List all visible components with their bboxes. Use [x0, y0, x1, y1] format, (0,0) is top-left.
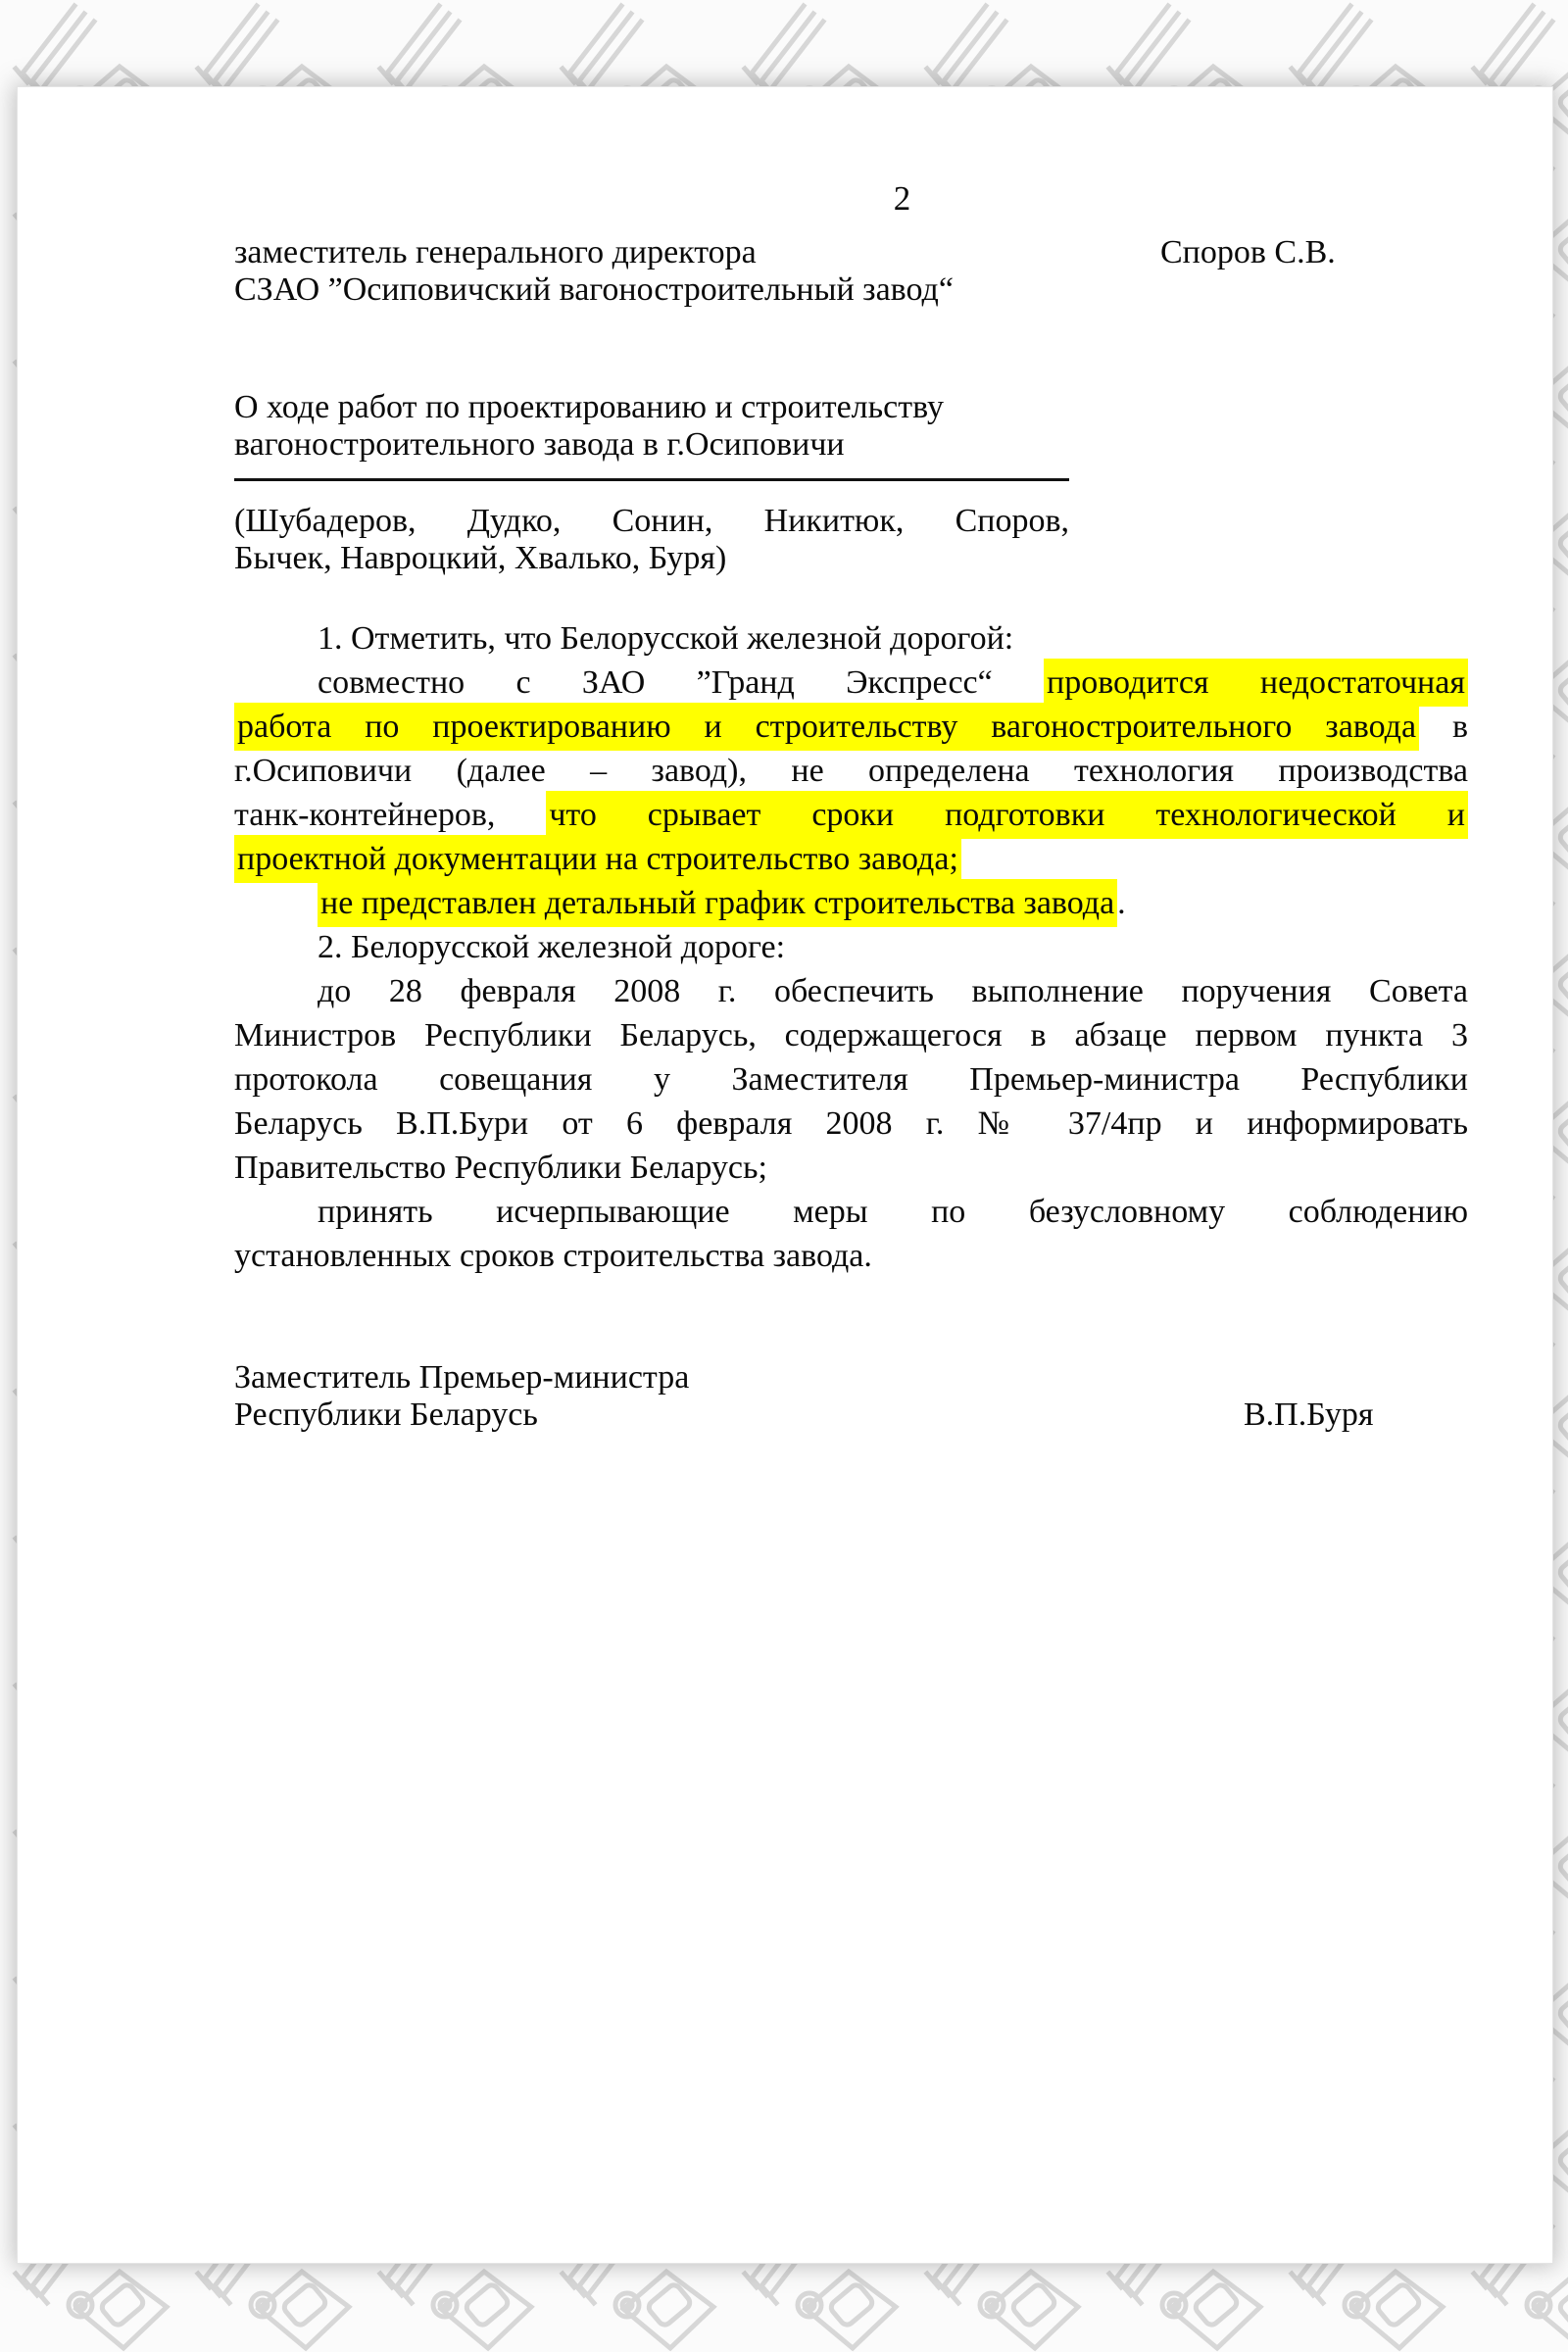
document-page	[17, 86, 1553, 2264]
body-text: 1. Отметить, что Белорусской железной дорогой:	[318, 620, 1014, 657]
body-text: Министров Республики Беларусь, содержащегося в абзаце первом пункта 3	[234, 1017, 1468, 1054]
addressee-name: Споров С.В.	[1160, 234, 1336, 270]
highlighted-text: проектной документации на строительство завода;	[234, 835, 961, 883]
signature-title-line2: Республики Беларусь	[234, 1396, 538, 1433]
subject-line1: О ходе работ по проектированию и строительству	[234, 389, 944, 425]
body-text: в	[1419, 709, 1468, 745]
participants-line2: Бычек, Навроцкий, Хвалько, Буря)	[234, 540, 727, 576]
body-text: установленных сроков строительства завода.	[234, 1238, 872, 1274]
body-text: г.Осиповичи (далее – завод), не определена технология производства	[234, 753, 1468, 789]
body-line	[234, 837, 1468, 881]
body-line	[234, 661, 1468, 705]
body-line	[234, 881, 1468, 925]
body-line	[234, 705, 1468, 749]
body-text: .	[1117, 885, 1126, 921]
body-text: танк-контейнеров,	[234, 797, 547, 833]
body-text: Правительство Республики Беларусь;	[234, 1150, 767, 1186]
highlighted-text: проводится недостаточная	[1044, 659, 1468, 707]
subject-line2: вагоностроительного завода в г.Осиповичи	[234, 426, 845, 463]
participants-block	[234, 503, 1069, 577]
body-text: 2. Белорусской железной дороге:	[318, 929, 786, 965]
body-text: Беларусь В.П.Бури от 6 февраля 2008 г. № 37/4пр и информировать	[234, 1105, 1468, 1142]
body-line	[234, 616, 1468, 661]
subject-block	[234, 389, 1069, 464]
participants-line1: (Шубадеров, Дудко, Сонин, Никитюк, Споров,	[234, 503, 1069, 539]
body-line	[234, 969, 1468, 1013]
page-number: 2	[893, 179, 911, 218]
subject-underline	[234, 478, 1069, 481]
addressee-line2: СЗАО ”Осиповичский вагоностроительный завод“	[234, 271, 954, 308]
body-line	[234, 1102, 1468, 1146]
signature-name: В.П.Буря	[1244, 1396, 1374, 1433]
resolution-body	[234, 616, 1468, 1278]
highlighted-text: что срывает сроки подготовки технологической и	[546, 791, 1468, 839]
addressee-line1: заместитель генерального директора	[234, 234, 757, 270]
body-line	[234, 793, 1468, 837]
signature-block	[234, 1359, 1468, 1434]
body-line	[234, 1234, 1468, 1278]
body-line	[234, 1013, 1468, 1057]
highlighted-text: не представлен детальный график строительства завода	[318, 879, 1117, 927]
addressee-block	[234, 234, 1468, 309]
body-text: совместно с ЗАО ”Гранд Экспресс“	[318, 664, 1045, 701]
body-line	[234, 1057, 1468, 1102]
body-line	[234, 1190, 1468, 1234]
body-text: протокола совещания у Заместителя Премьер-министра Республики	[234, 1061, 1468, 1098]
body-line	[234, 1146, 1468, 1190]
signature-title-line1: Заместитель Премьер-министра	[234, 1359, 690, 1396]
body-text: до 28 февраля 2008 г. обеспечить выполнение поручения Совета	[318, 973, 1468, 1009]
highlighted-text: работа по проектированию и строительству вагоностроительного завода	[234, 703, 1419, 751]
body-text: принять исчерпывающие меры по безусловному соблюдению	[318, 1194, 1468, 1230]
body-line	[234, 925, 1468, 969]
body-line	[234, 749, 1468, 793]
